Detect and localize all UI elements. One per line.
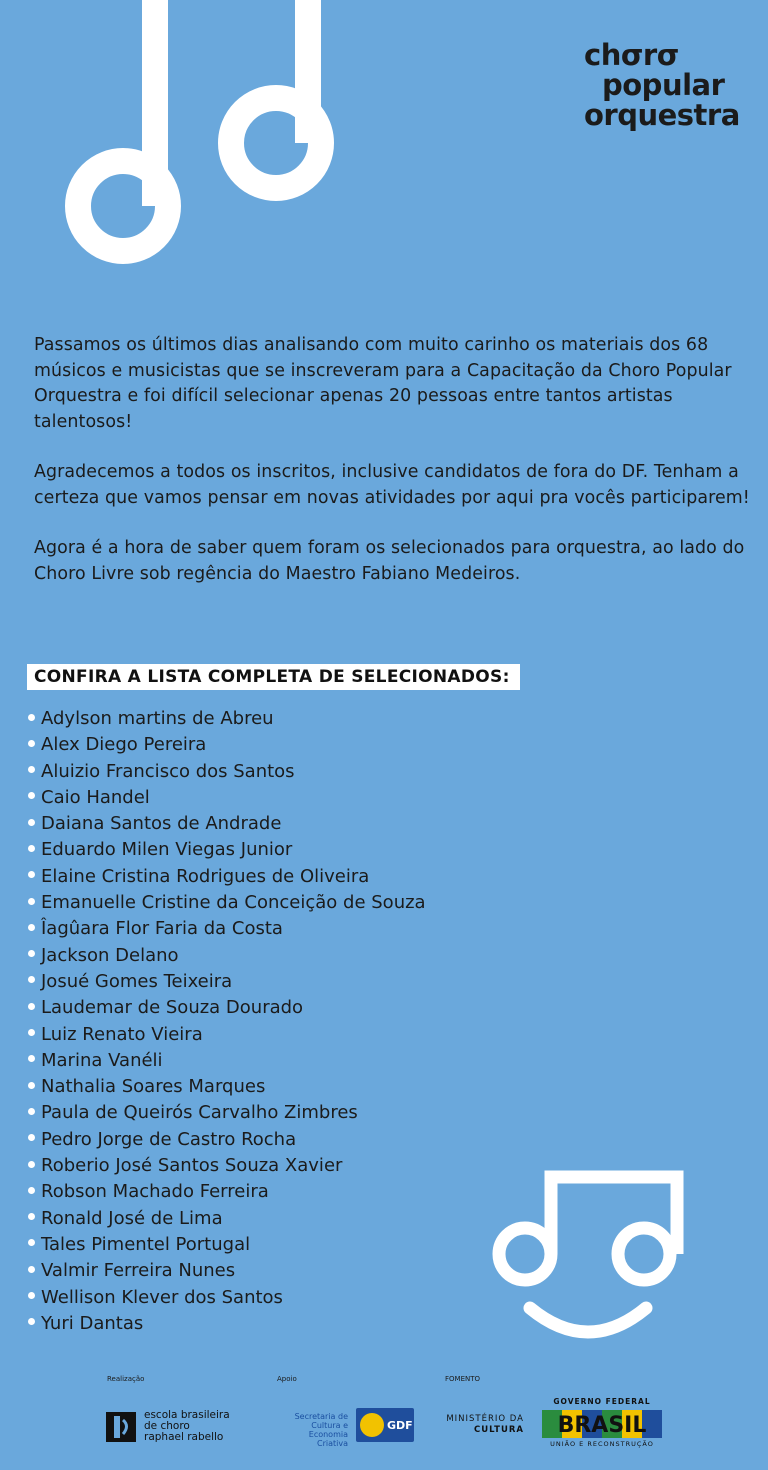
list-item — [28, 916, 426, 942]
bullet-icon — [28, 1266, 35, 1273]
ebc-icon — [106, 1412, 136, 1442]
bullet-icon — [28, 792, 35, 799]
list-item — [28, 969, 426, 995]
list-item — [28, 1127, 426, 1153]
name-text: Îagûara Flor Faria da Costa — [41, 918, 283, 940]
brasil-text: BRASIL — [557, 1413, 647, 1438]
name-text: Aluizio Francisco dos Santos — [41, 760, 295, 782]
secretaria-cultura-logo — [276, 1412, 348, 1448]
name-text: Caio Handel — [41, 786, 150, 808]
list-item — [28, 1100, 426, 1126]
name-text: Tales Pimentel Portugal — [41, 1233, 251, 1255]
bullet-icon — [28, 924, 35, 931]
list-item — [28, 785, 426, 811]
name-text: Roberio José Santos Souza Xavier — [41, 1155, 343, 1177]
list-item — [28, 811, 426, 837]
bullet-icon — [28, 1134, 35, 1141]
logo-line-3: orquestra — [584, 98, 740, 132]
bullet-icon — [28, 714, 35, 721]
list-title: CONFIRA A LISTA COMPLETA DE SELECIONADOS: — [27, 664, 520, 690]
list-item — [28, 890, 426, 916]
bullet-icon — [28, 1108, 35, 1115]
ebc-line-1: escola brasileira — [144, 1409, 230, 1421]
bullet-icon — [28, 1082, 35, 1089]
gdf-text: GDF — [387, 1418, 413, 1432]
list-item — [28, 759, 426, 785]
footer-label-apoio: Apoio — [277, 1375, 297, 1383]
name-text: Marina Vanéli — [41, 1049, 163, 1071]
list-item — [28, 1179, 426, 1205]
name-text: Luiz Renato Vieira — [41, 1023, 203, 1045]
name-text: Yuri Dantas — [41, 1312, 144, 1334]
bullet-icon — [28, 766, 35, 773]
name-text: Paula de Queirós Carvalho Zimbres — [41, 1102, 358, 1124]
name-text: Ronald José de Lima — [41, 1207, 223, 1229]
ministerio-line-2: CULTURA — [474, 1425, 524, 1435]
governo-federal-logo — [540, 1397, 664, 1448]
bullet-icon — [28, 950, 35, 957]
bullet-icon — [28, 1318, 35, 1325]
name-text: Wellison Klever dos Santos — [41, 1286, 283, 1308]
logo-line-1: chσrσ — [584, 38, 679, 72]
bullet-icon — [28, 871, 35, 878]
list-item — [28, 1311, 426, 1337]
secretaria-line-1: Secretaria de — [294, 1412, 348, 1421]
bullet-icon — [28, 1292, 35, 1299]
list-item — [28, 995, 426, 1021]
bullet-icon — [28, 845, 35, 852]
music-notes-smiley-decoration — [488, 1166, 692, 1346]
logo-line-2: popular — [602, 68, 725, 102]
secretaria-line-2: Cultura e — [311, 1421, 348, 1430]
bullet-icon — [28, 1161, 35, 1168]
name-text: Jackson Delano — [41, 944, 179, 966]
list-item — [28, 1153, 426, 1179]
name-text: Pedro Jorge de Castro Rocha — [41, 1128, 297, 1150]
list-item — [28, 1074, 426, 1100]
intro-text — [34, 333, 754, 612]
selected-names-list — [28, 706, 426, 1337]
bullet-icon — [28, 1239, 35, 1246]
bullet-icon — [28, 1055, 35, 1062]
list-item — [28, 1206, 426, 1232]
name-text: Nathalia Soares Marques — [41, 1076, 266, 1098]
list-item — [28, 706, 426, 732]
gdf-logo — [356, 1408, 414, 1442]
name-text: Robson Machado Ferreira — [41, 1181, 269, 1203]
governo-federal-text: GOVERNO FEDERAL — [553, 1397, 651, 1406]
uniao-reconstrucao-text: UNIÃO E RECONSTRUÇÃO — [550, 1440, 654, 1448]
ministerio-cultura-logo — [444, 1414, 524, 1436]
ministerio-line-1: MINISTÉRIO DA — [446, 1414, 524, 1424]
name-text: Alex Diego Pereira — [41, 734, 207, 756]
brasil-logo-icon — [542, 1408, 662, 1440]
bullet-icon — [28, 898, 35, 905]
name-text: Laudemar de Souza Dourado — [41, 997, 304, 1019]
ebc-line-2: de choro — [144, 1420, 190, 1432]
bullet-icon — [28, 1003, 35, 1010]
list-item — [28, 1258, 426, 1284]
list-item — [28, 1048, 426, 1074]
intro-paragraph-2: Agradecemos a todos os inscritos, inclusive candidatos de fora do DF. Tenham a certeza que vamos pensar em novas atividades por aqui pra vocês participarem! — [34, 462, 750, 508]
music-notes-decoration-top — [0, 0, 340, 275]
bullet-icon — [28, 1029, 35, 1036]
footer-label-fomento: FOMENTO — [445, 1375, 481, 1383]
bullet-icon — [28, 740, 35, 747]
name-text: Adylson martins de Abreu — [41, 708, 274, 729]
list-item — [28, 732, 426, 758]
list-item — [28, 837, 426, 863]
name-text: Emanuelle Cristine da Conceição de Souza — [41, 892, 426, 914]
bullet-icon — [28, 819, 35, 826]
name-text: Valmir Ferreira Nunes — [41, 1260, 236, 1282]
bullet-icon — [28, 1213, 35, 1220]
name-text: Josué Gomes Teixeira — [41, 970, 233, 992]
bullet-icon — [28, 1187, 35, 1194]
ebc-logo — [106, 1410, 230, 1443]
list-item — [28, 1022, 426, 1048]
bullet-icon — [28, 976, 35, 983]
list-item — [28, 1232, 426, 1258]
choro-popular-orquestra-logo — [584, 40, 740, 130]
name-text: Eduardo Milen Viegas Junior — [41, 839, 293, 861]
name-text: Daiana Santos de Andrade — [41, 813, 282, 835]
footer-label-realizacao: Realização — [107, 1375, 145, 1383]
list-item — [28, 864, 426, 890]
gdf-emblem-icon — [360, 1413, 384, 1437]
name-text: Elaine Cristina Rodrigues de Oliveira — [41, 865, 370, 887]
secretaria-line-3: Economia Criativa — [308, 1430, 348, 1448]
ebc-line-3: raphael rabello — [144, 1431, 224, 1443]
list-item — [28, 943, 426, 969]
intro-paragraph-1: Passamos os últimos dias analisando com muito carinho os materiais dos 68 músicos e musicistas que se inscreveram para a Capacitação da Choro Popular Orquestra e foi difícil selecionar apenas 20 pessoas entre tantos artistas talentosos! — [34, 335, 732, 432]
intro-paragraph-3: Agora é a hora de saber quem foram os selecionados para orquestra, ao lado do Choro Livre sob regência do Maestro Fabiano Medeiros. — [34, 538, 745, 584]
list-item — [28, 1285, 426, 1311]
